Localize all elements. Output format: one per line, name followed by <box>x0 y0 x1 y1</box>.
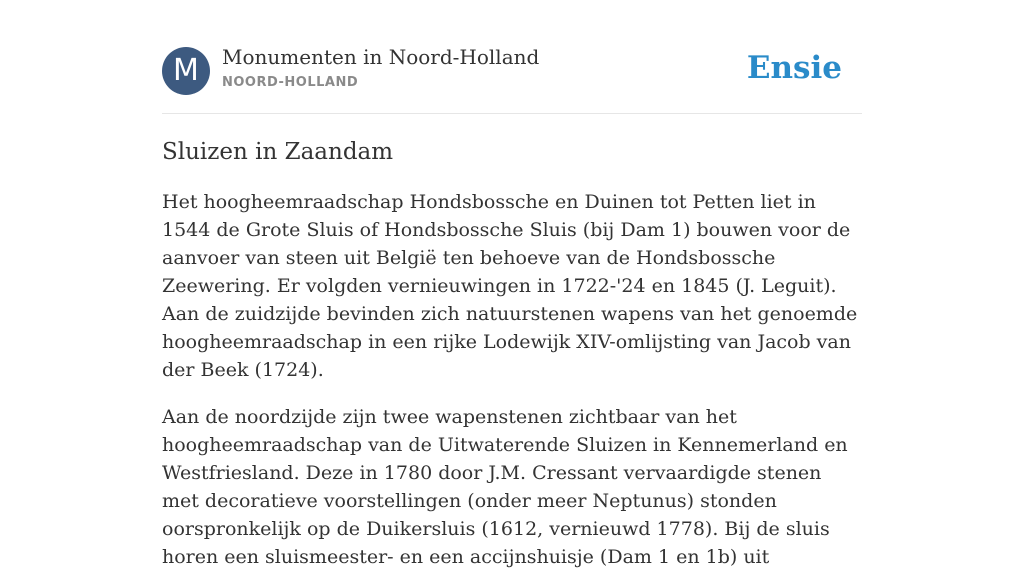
source-region-label: NOORD-HOLLAND <box>222 75 359 90</box>
article-page <box>162 0 862 571</box>
source-header <box>162 0 862 114</box>
page-title: Sluizen in Zaandam <box>162 139 394 165</box>
article-paragraph: Aan de noordzijde zijn twee wapenstenen zichtbaar van het hoogheemraadschap van de Uitwaterende Sluizen in Kennemerland en Westfriesland. Deze in 1780 door J.M. Cressant vervaardigde stenen met decoratieve voorstellingen (onder meer Neptunus) stonden oorspronkelijk op de Duikersluis (1612, vernieuwd 1778). Bij de sluis horen een sluismeester- en een accijnshuisje (Dam 1 en 1b) uit <box>162 406 848 568</box>
avatar[interactable]: M <box>162 47 210 95</box>
source-title-link[interactable]: Monumenten in Noord-Holland <box>222 45 540 69</box>
article-paragraph: Het hoogheemraadschap Hondsbossche en Duinen tot Petten liet in 1544 de Grote Sluis of Hondsbossche Sluis (bij Dam 1) bouwen voor de aanvoer van steen uit België ten behoeve van de Hondsbossche Zeewering. Er volgden vernieuwingen in 1722-'24 en 1845 (J. Leguit). Aan de zuidzijde bevinden zich natuurstenen wapens van het genoemde hoogheemraadschap in een rijke Lodewijk XIV-omlijsting van Jacob van der Beek (1724). <box>162 191 858 381</box>
ensie-logo[interactable]: Ensie <box>746 50 842 86</box>
